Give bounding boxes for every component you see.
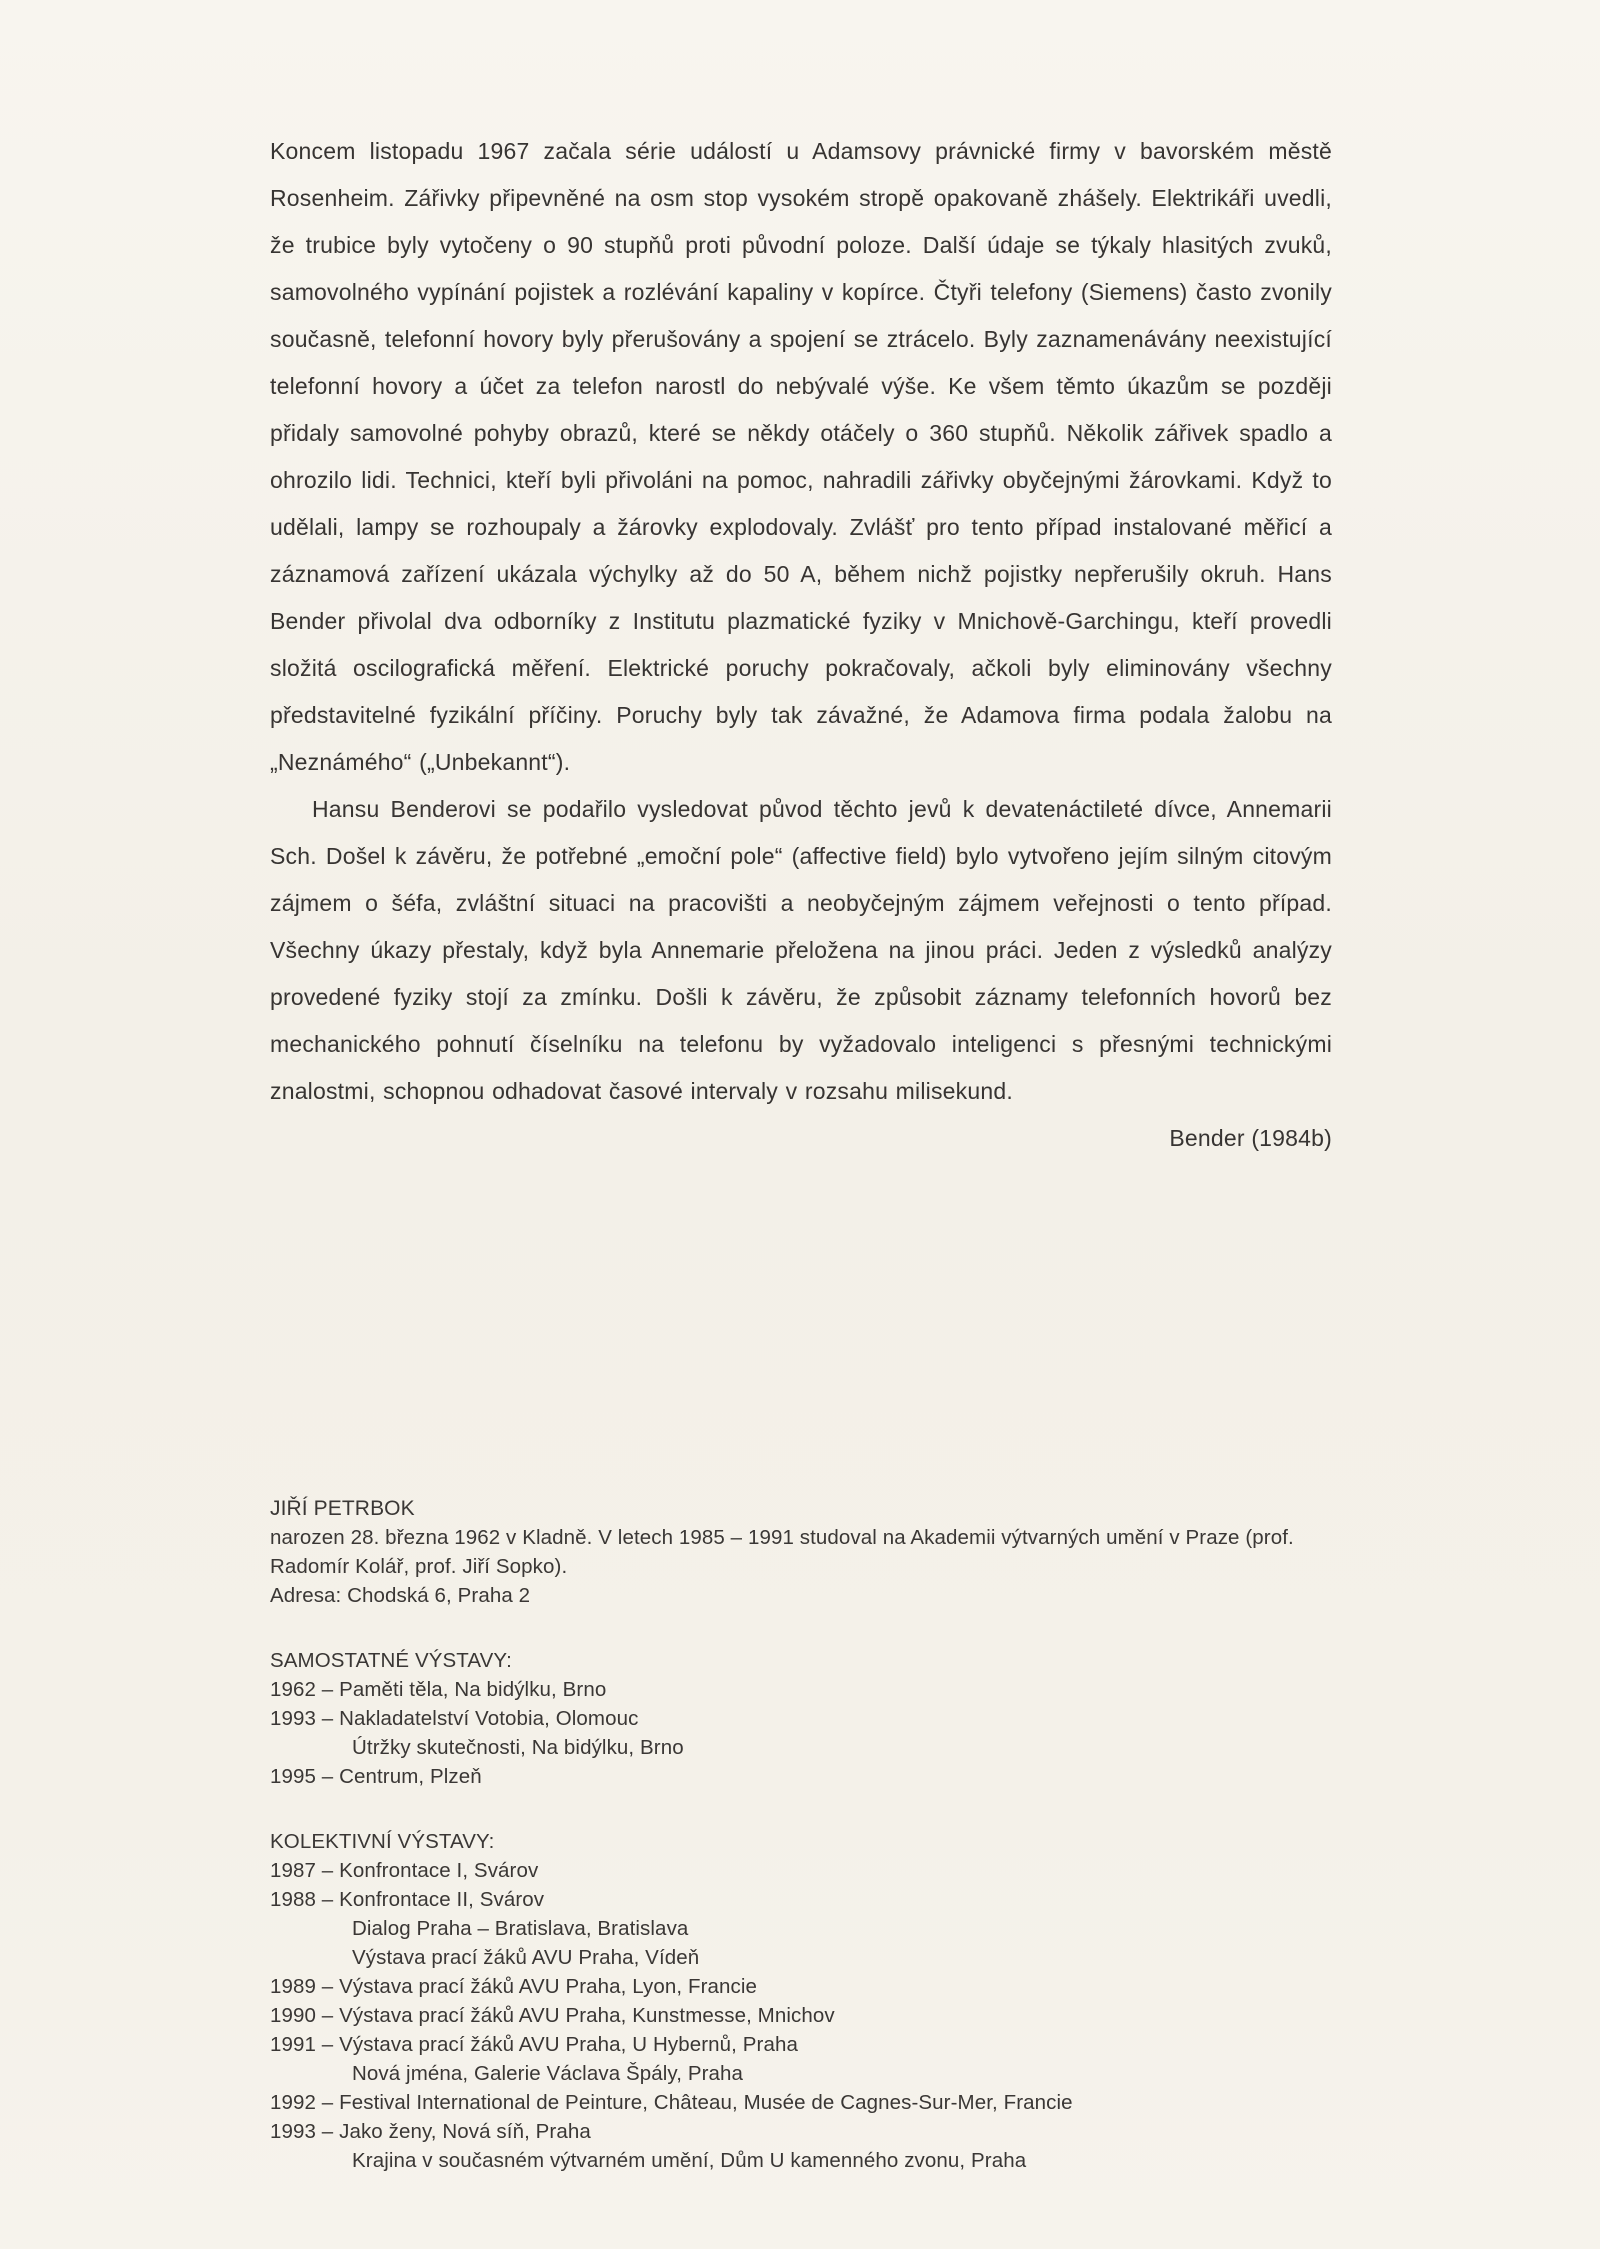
solo-exhibitions-section [270,1646,1350,1791]
solo-exhibitions-heading: SAMOSTATNÉ VÝSTAVY: [270,1649,512,1672]
paragraph-rosenheim-events: Koncem listopadu 1967 začala série událostí u Adamsovy právnické firmy v bavorském městě Rosenheim. Zářivky připevněné na osm stop vysokém stropě opakovaně zhášely. Elektrikáři uvedli, že trubice byly vytočeny o 90 stupňů proti původní poloze. Další údaje se týkaly hlasitých zvuků, samovolného vypínání pojistek a rozlévání kapaliny v kopírce. Čtyři telefony (Siemens) často zvonily současně, telefonní hovory byly přerušovány a spojení se ztrácelo. Byly zaznamenávány neexistující telefonní hovory a účet za telefon narostl do nebývalé výše. Ke všem těmto úkazům se později přidaly samovolné pohyby obrazů, které se někdy otáčely o 360 stupňů. Několik zářivek spadlo a ohrozilo lidi. Technici, kteří byli přivoláni na pomoc, nahradili zářivky obyčejnými žárovkami. Když to udělali, lampy se rozhoupaly a žárovky explodovaly. Zvlášť pro tento případ instalované měřicí a záznamová zařízení ukázala výchylky až do 50 A, během nichž pojistky nepřerušily okruh. Hans Bender přivolal dva odborníky z Institutu plazmatické fyziky v Mnichově-Garchingu, kteří provedli složitá oscilografická měření. Elektrické poruchy pokračovaly, ačkoli byly eliminovány všechny představitelné fyzikální příčiny. Poruchy byly tak závažné, že Adamova firma podala žalobu na „Neznámého“ („Unbekannt“). [270,138,1332,775]
exhibition-item: Krajina v současném výtvarném umění, Dům U kamenného zvonu, Praha [352,2149,1027,2172]
exhibition-item: 1962 – Paměti těla, Na bidýlku, Brno [270,1678,607,1701]
main-text-block [270,128,1332,1162]
exhibition-item: 1993 – Jako ženy, Nová síň, Praha [270,2120,591,2143]
exhibition-item: 1987 – Konfrontace I, Svárov [270,1859,539,1882]
exhibition-item: 1992 – Festival International de Peinture, Château, Musée de Cagnes-Sur-Mer, Francie [270,2091,1073,2114]
artist-name: JIŘÍ PETRBOK [270,1497,415,1520]
exhibition-item: 1991 – Výstava prací žáků AVU Praha, U Hybernů, Praha [270,2033,798,2056]
exhibition-item: Útržky skutečnosti, Na bidýlku, Brno [352,1736,684,1759]
exhibition-item: 1990 – Výstava prací žáků AVU Praha, Kunstmesse, Mnichov [270,2004,835,2027]
exhibition-item: 1993 – Nakladatelství Votobia, Olomouc [270,1707,639,1730]
group-exhibitions-heading: KOLEKTIVNÍ VÝSTAVY: [270,1830,495,1853]
exhibition-item: 1988 – Konfrontace II, Svárov [270,1888,545,1911]
exhibition-item: 1989 – Výstava prací žáků AVU Praha, Lyon, Francie [270,1975,758,1998]
artist-biography [270,1494,1350,2175]
artist-address: Adresa: Chodská 6, Praha 2 [270,1584,531,1607]
exhibition-item: Výstava prací žáků AVU Praha, Vídeň [352,1946,700,1969]
exhibition-item: Dialog Praha – Bratislava, Bratislava [352,1917,689,1940]
group-exhibitions-section [270,1827,1350,2175]
artist-intro: narozen 28. března 1962 v Kladně. V letech 1985 – 1991 studoval na Akademii výtvarných umění v Praze (prof. Radomír Kolář, prof. Jiří Sopko). [270,1526,1294,1578]
paragraph-bender-investigation: Hansu Benderovi se podařilo vysledovat původ těchto jevů k devatenáctileté dívce, Annemarii Sch. Došel k závěru, že potřebné „emoční pole“ (affective field) bylo vytvořeno jejím silným citovým zájmem o šéfa, zvláštní situaci na pracovišti a neobyčejným zájmem veřejnosti o tento případ. Všechny úkazy přestaly, když byla Annemarie přeložena na jinou práci. Jeden z výsledků analýzy provedené fyziky stojí za zmínku. Došli k závěru, že způsobit záznamy telefonních hovorů bez mechanického pohnutí číselníku na telefonu by vyžadovalo inteligenci s přesnými technickými znalostmi, schopnou odhadovat časové intervaly v rozsahu milisekund. [270,796,1332,1104]
exhibition-item: 1995 – Centrum, Plzeň [270,1765,482,1788]
exhibition-item: Nová jména, Galerie Václava Špály, Praha [352,2062,744,2085]
source-citation: Bender (1984b) [1169,1125,1332,1151]
